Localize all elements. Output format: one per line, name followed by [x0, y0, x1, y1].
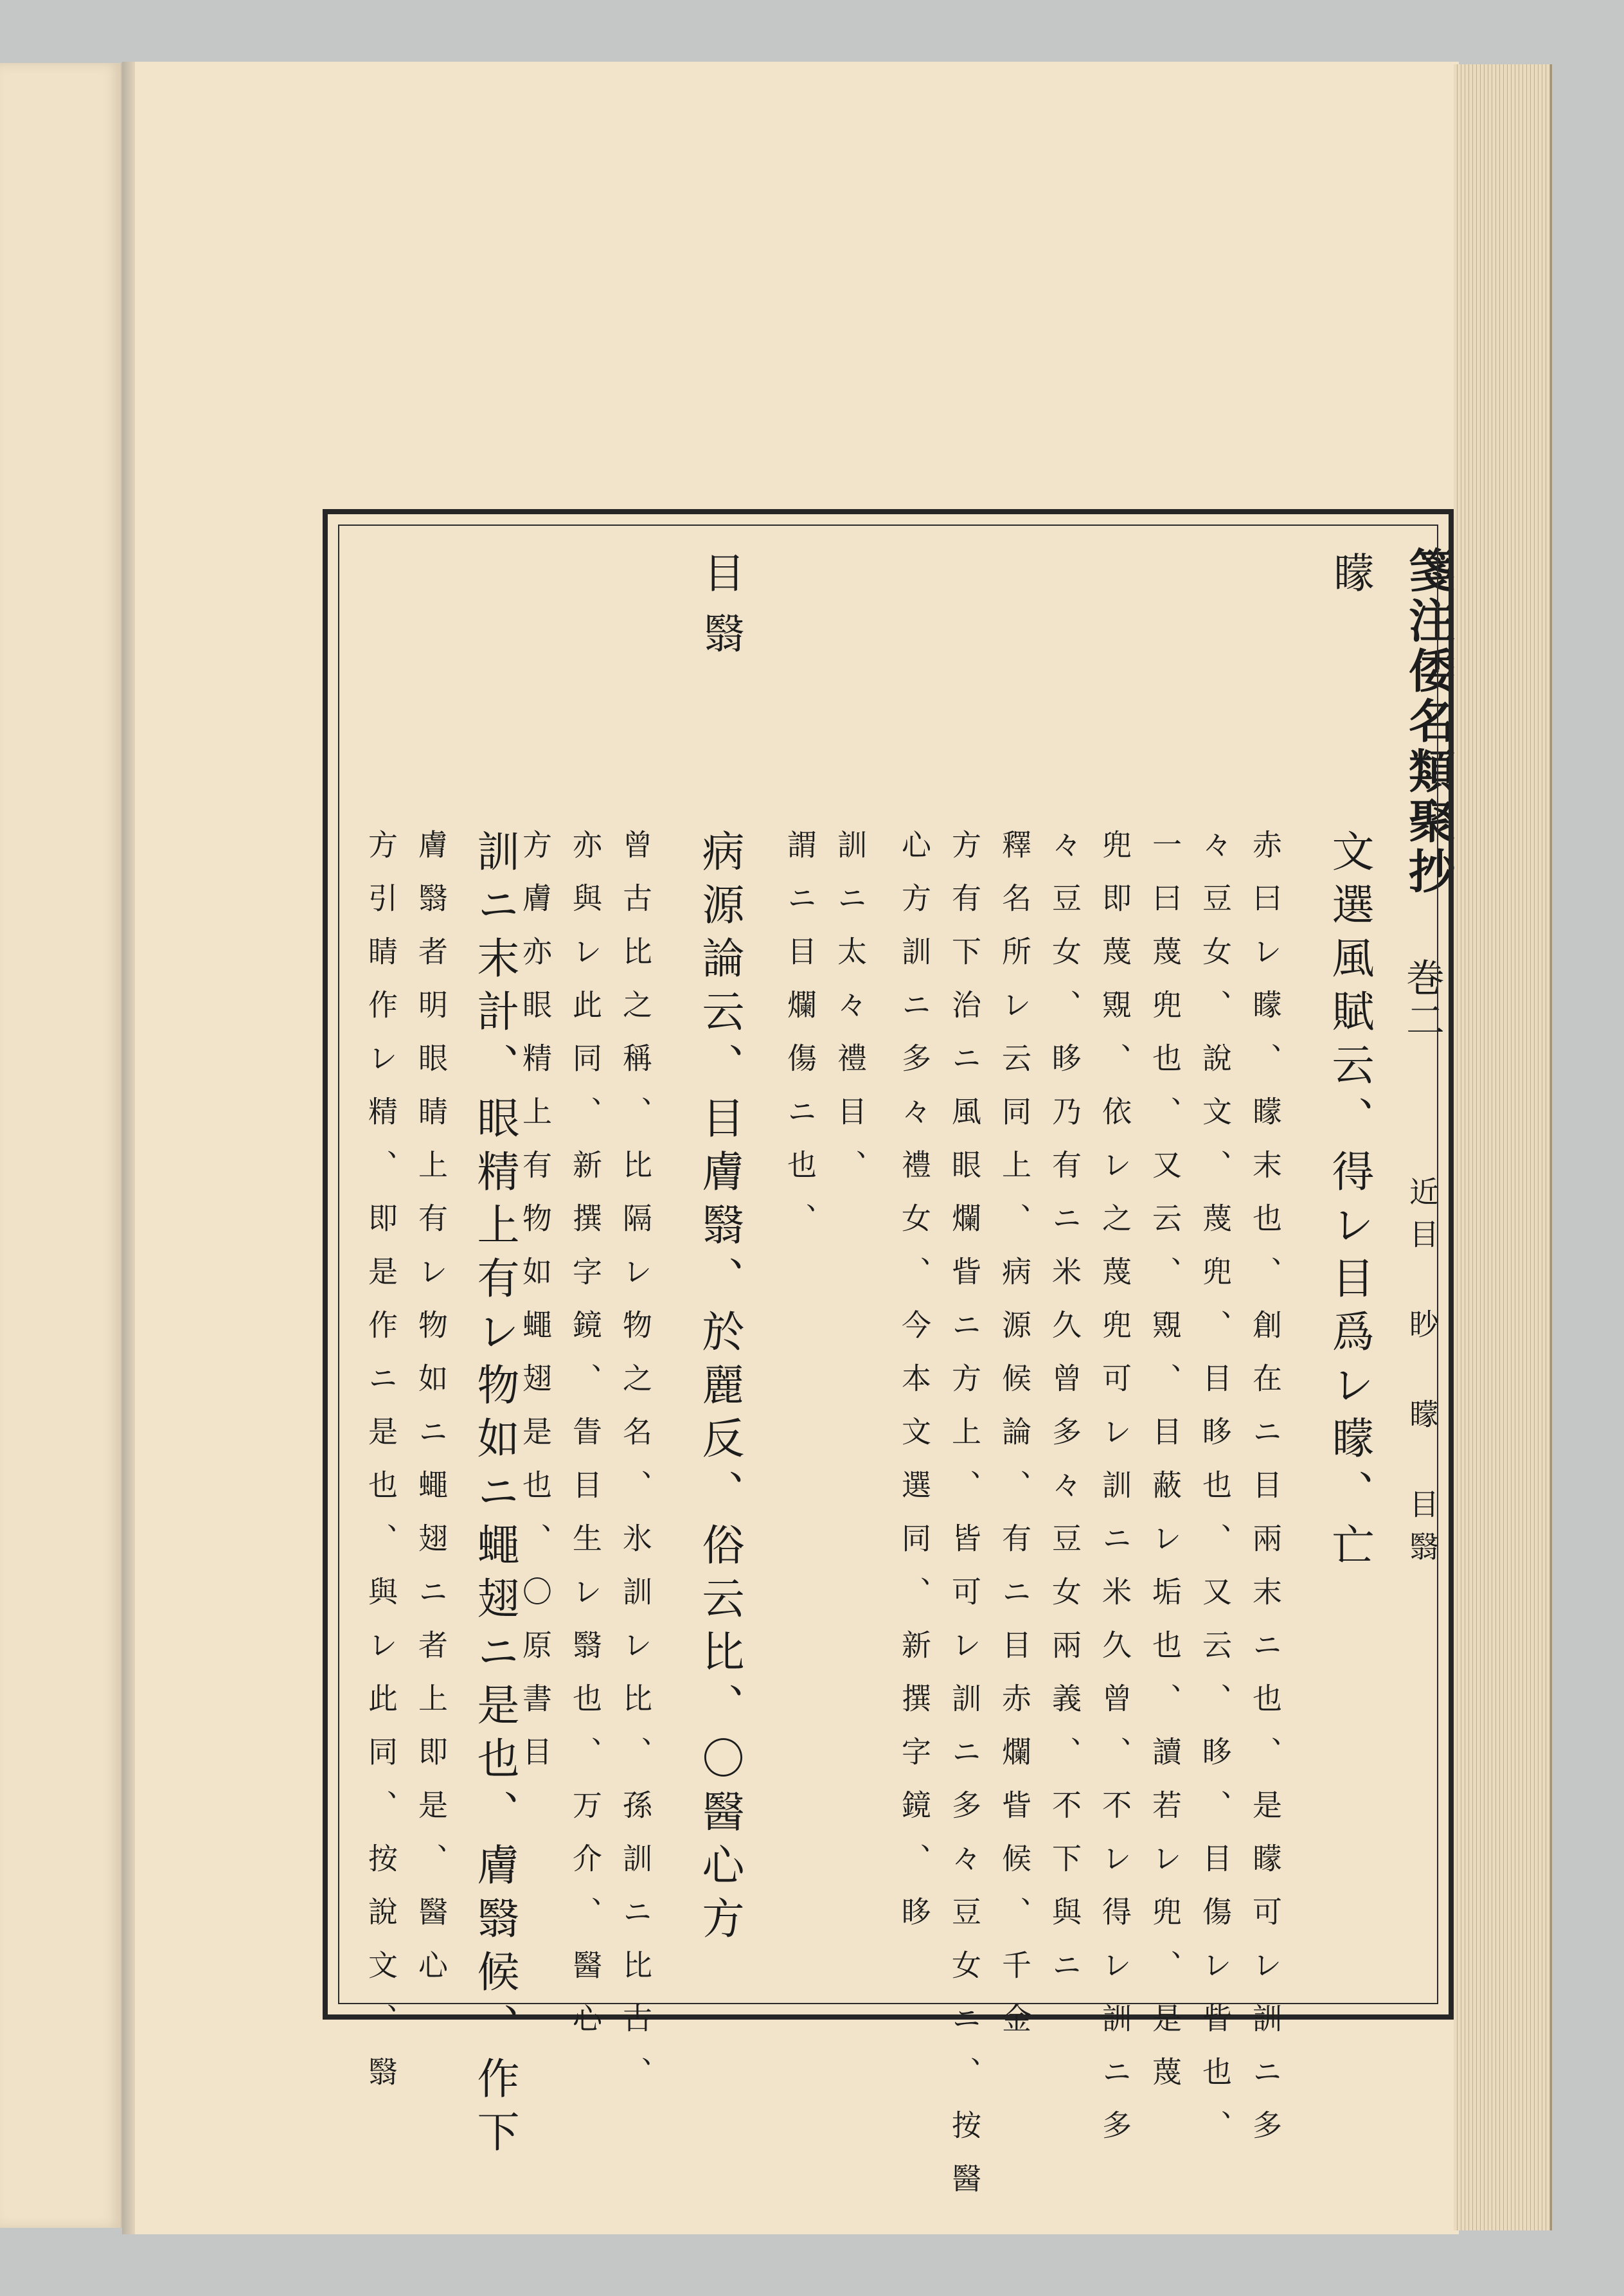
running-header-volume: 巻二: [1400, 958, 1445, 1043]
entry-note-line: 々豆女、說文、蔑兜、目眵也、又云、眵、目傷レ眥也、: [1198, 829, 1233, 2163]
entry-note-line: 謂ニ目爛傷ニ也、: [783, 829, 817, 1256]
entry-text-line: 訓ニ末計、眼精上有レ物如ニ蠅翅ニ是也、膚翳候、作下: [470, 829, 519, 2163]
running-header-words: 近目 眇 矇 目翳: [1405, 1176, 1440, 1574]
entry-note-line: 訓ニ太々禮目、: [833, 829, 868, 1203]
entry-heading: 目翳: [697, 552, 744, 672]
entry-note-line: 方膚亦眼精上有物如蠅翅是也、〇原書目: [518, 829, 553, 1789]
entry-heading: 矇: [1326, 552, 1374, 612]
entry-note-line: 膚翳者明眼睛上有レ物如ニ蠅翅ニ者上即是、醫心: [414, 829, 449, 2003]
entry-note-line: 釋名所レ云同上、病源候論、有ニ目赤爛眥候、千金: [997, 829, 1032, 2056]
entry-note-line: 曾古比之稱、比隔レ物之名、氷訓レ比、孫訓ニ比古、: [618, 829, 653, 2110]
entry-note-line: 赤曰レ矇、矇末也、創在ニ目兩末ニ也、是矇可レ訓ニ多: [1248, 829, 1283, 2163]
entry-note-line: 方引睛作レ精、即是作ニ是也、與レ此同、按說文、翳: [364, 829, 398, 2110]
entry-note-line: 方有下治ニ風眼爛眥ニ方上、皆可レ訓ニ多々豆女ニ、按醫: [947, 829, 982, 2216]
page-edges: [1454, 64, 1552, 2230]
entry-note-line: 亦與レ此同、新撰字鏡、眚目生レ翳也、万介、醫心: [568, 829, 603, 2056]
running-header-title: 箋注倭名類聚抄: [1401, 546, 1456, 897]
entry-note-line: 一曰蔑兜也、又云、覭、目蔽レ垢也、讀若レ兜、是蔑: [1148, 829, 1182, 2110]
entry-note-line: 々豆女、眵乃有ニ米久曾多々豆女兩義、不下與ニ: [1048, 829, 1082, 2003]
entry-note-line: 兜即蔑覭、依レ之蔑兜可レ訓ニ米久曾、不レ得レ訓ニ多: [1098, 829, 1132, 2163]
entry-note-line: 心方訓ニ多々禮女、今本文選同、新撰字鏡、眵: [897, 829, 932, 1950]
entry-text-line: 文選風賦云、得レ目爲レ矇、亡: [1325, 829, 1374, 1576]
left-page: [0, 63, 122, 2228]
entry-text-line: 病源論云、目膚翳、於麗反、俗云比、〇醫心方: [695, 829, 744, 1950]
book-gutter: [122, 62, 136, 2234]
